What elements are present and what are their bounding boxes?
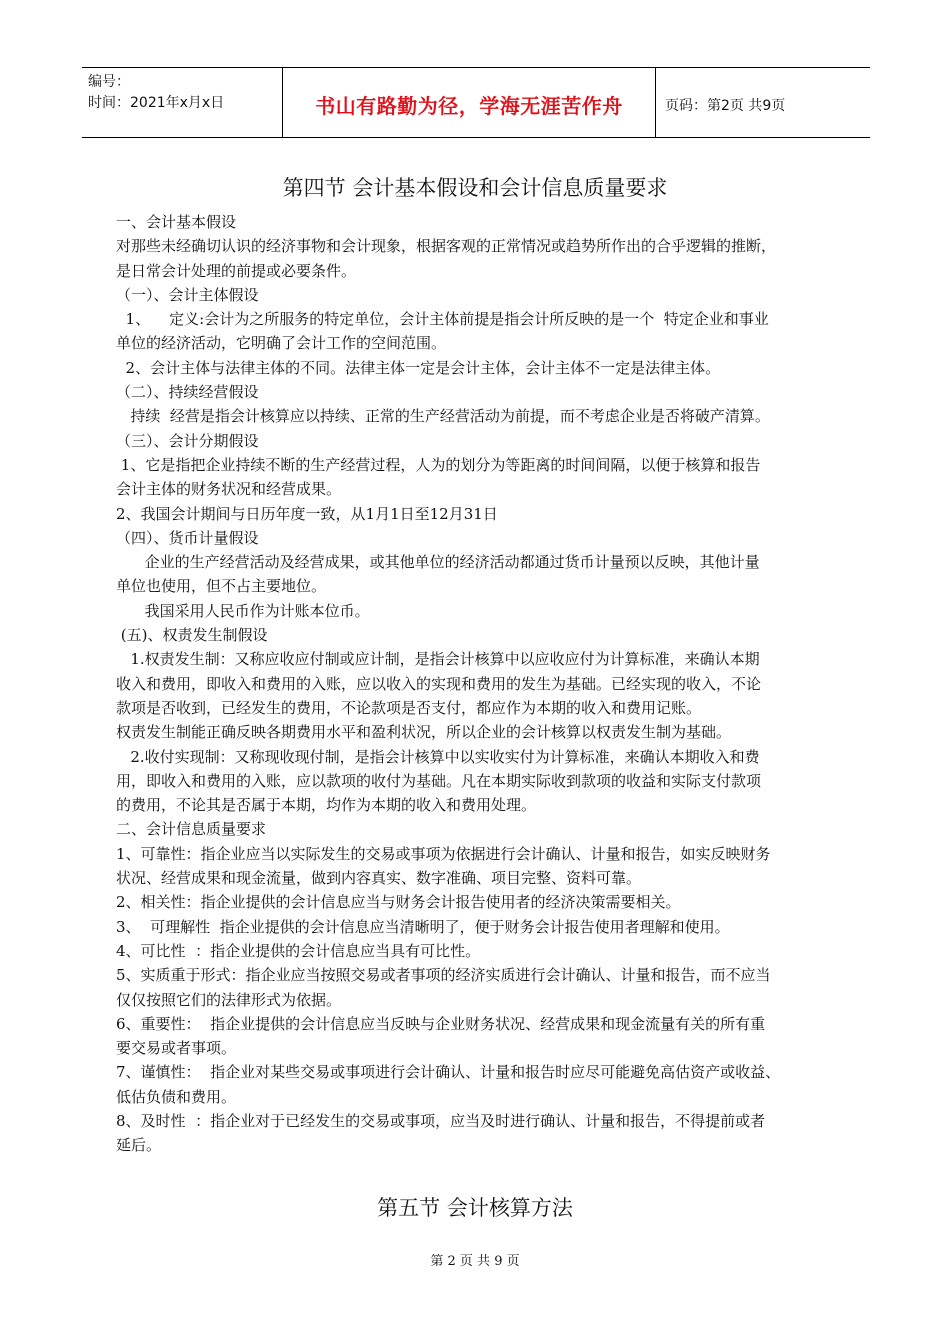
document-date-label: 时间：2021年x月x日 bbox=[88, 95, 225, 111]
body-line: 7、谨慎性： 指企业对某些交易或事项进行会计确认、计量和报告时应尽可能避免高估资产或收益、 bbox=[116, 1063, 781, 1082]
body-line: 1、 定义:会计为之所服务的特定单位，会计主体前提是指会计所反映的是一个 特定企业和事业 bbox=[116, 310, 769, 329]
body-line: 要交易或者事项。 bbox=[116, 1039, 237, 1058]
body-line: 仅仅按照它们的法律形式为依据。 bbox=[116, 990, 342, 1009]
page-footer: 第 2 页 共 9 页 bbox=[430, 1254, 520, 1269]
body-line: 用，即收入和费用的入账，应以款项的收付为基础。凡在本期实际收到款项的收益和实际支付款项 bbox=[116, 771, 762, 790]
body-line: 3、 可理解性 指企业提供的会计信息应当清晰明了，便于财务会计报告使用者理解和使用。 bbox=[116, 917, 730, 936]
body-line: 状况、经营成果和现金流量，做到内容真实、数字准确、项目完整、资料可靠。 bbox=[116, 869, 642, 888]
body-line: 企业的生产经营活动及经营成果，或其他单位的经济活动都通过货币计量预以反映，其他计量 bbox=[116, 553, 760, 572]
body-line: （一）、会计主体假设 bbox=[116, 285, 259, 304]
body-line: 2、我国会计期间与日历年度一致，从1月1日至12月31日 bbox=[116, 504, 498, 523]
body-line: 权责发生制能正确反映各期费用水平和盈利状况，所以企业的会计核算以权责发生制为基础。 bbox=[116, 723, 732, 742]
body-line: 1.权责发生制：又称应收应付制或应计制，是指会计核算中以应收应付为计算标准，来确认本期 bbox=[116, 650, 760, 669]
body-line: 我国采用人民币作为计账本位币。 bbox=[116, 601, 370, 620]
body-line: （三）、会计分期假设 bbox=[116, 431, 259, 450]
body-line: 5、实质重于形式：指企业应当按照交易或者事项的经济实质进行会计确认、计量和报告，而不应当 bbox=[116, 966, 771, 985]
body-line: 持续 经营是指会计核算应以持续、正常的生产经营活动为前提，而不考虑企业是否将破产清算。 bbox=[116, 407, 770, 426]
body-line: 是日常会计处理的前提或必要条件。 bbox=[116, 261, 357, 280]
body-line: 6、重要性： 指企业提供的会计信息应当反映与企业财务状况、经营成果和现金流量有关的所有重 bbox=[116, 1014, 766, 1033]
body-line: 2、相关性：指企业提供的会计信息应当与财务会计报告使用者的经济决策需要相关。 bbox=[116, 893, 681, 912]
body-line: 低估负债和费用。 bbox=[116, 1087, 237, 1106]
body-line: 8、及时性 ：指企业对于已经发生的交易或事项，应当及时进行确认、计量和报告，不得提前或者 bbox=[116, 1111, 766, 1130]
body-line: （四）、货币计量假设 bbox=[116, 528, 259, 547]
body-line: 延后。 bbox=[116, 1136, 162, 1155]
next-section-title: 第五节 会计核算方法 bbox=[377, 1196, 573, 1220]
body-line: (五)、权责发生制假设 bbox=[116, 626, 268, 645]
document-number-label: 编号： bbox=[88, 74, 130, 90]
body-line: 2、会计主体与法律主体的不同。法律主体一定是会计主体，会计主体不一定是法律主体。 bbox=[116, 358, 721, 377]
body-line: 一、会计基本假设 bbox=[116, 213, 237, 231]
document-header bbox=[82, 67, 870, 138]
body-line: 单位也使用，但不占主要地位。 bbox=[116, 577, 327, 596]
body-line: 2.收付实现制：又称现收现付制，是指会计核算中以实收实付为计算标准，来确认本期收入和费 bbox=[116, 747, 760, 766]
body-line: 单位的经济活动，它明确了会计工作的空间范围。 bbox=[116, 334, 447, 353]
body-line: 1、可靠性：指企业应当以实际发生的交易或事项为依据进行会计确认、计量和报告，如实反映财务 bbox=[116, 844, 771, 863]
header-motto-cell bbox=[282, 68, 656, 137]
body-line: 二、会计信息质量要求 bbox=[116, 820, 267, 839]
body-line: 会计主体的财务状况和经营成果。 bbox=[116, 480, 342, 499]
body-line: 4、可比性 ：指企业提供的会计信息应当具有可比性。 bbox=[116, 941, 481, 960]
body-line: 1、它是指把企业持续不断的生产经营过程，人为的划分为等距离的时间间隔，以便于核算和报告 bbox=[116, 455, 761, 474]
body-line: 对那些未经确切认识的经济事物和会计现象，根据客观的正常情况或趋势所作出的合乎逻辑的推断， bbox=[116, 237, 777, 256]
header-page-info: 页码：第2页 共9页 bbox=[665, 98, 786, 114]
body-line: （二）、持续经营假设 bbox=[116, 383, 259, 402]
body-line: 的费用，不论其是否属于本期，均作为本期的收入和费用处理。 bbox=[116, 796, 537, 815]
header-motto: 书山有路勤为径，学海无涯苦作舟 bbox=[315, 94, 623, 118]
body-line: 款项是否收到，已经发生的费用，不论款项是否支付，都应作为本期的收入和费用记账。 bbox=[116, 698, 702, 717]
header-meta-cell bbox=[82, 68, 282, 137]
header-page-cell bbox=[655, 68, 870, 137]
document-body bbox=[116, 210, 856, 1158]
section-title: 第四节 会计基本假设和会计信息质量要求 bbox=[282, 176, 668, 200]
body-line: 收入和费用，即收入和费用的入账，应以收入的实现和费用的发生为基础。已经实现的收入，不论 bbox=[116, 674, 762, 693]
